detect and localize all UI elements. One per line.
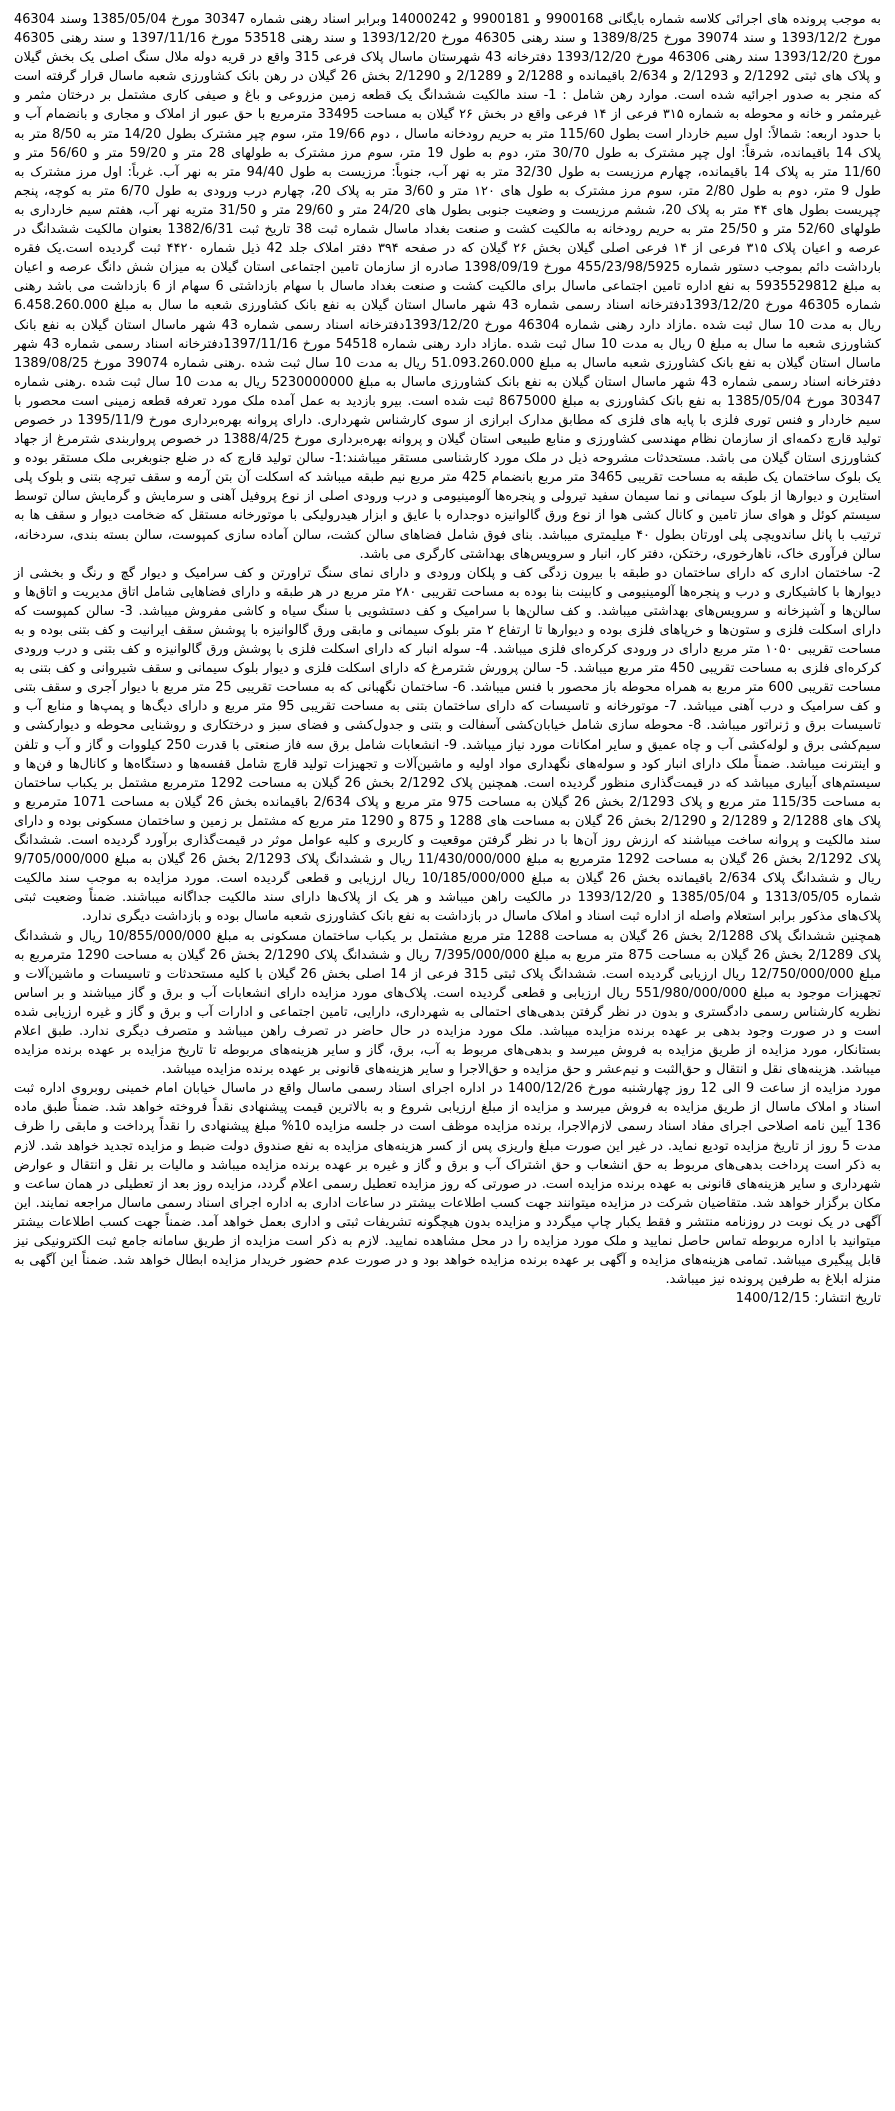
notice-body [14, 10, 881, 1289]
notice-paragraph: 2- ساختمان اداری که دارای ساختمان دو طبقه با بیرون زدگی کف و پلکان ورودی و دارای نمای سنگ تراورتن و کف سرامیک و دیوار گچ و رنگ و بخشی از دیوارها با کاشیکاری و درب و پنجره‌ها آلومینیومی و کابینت بنا بوده به مساحت تقریبی ۲۸۰ متر مربع در هر طبقه و دارای فضاهایی شامل اتاق مدیریت و اتاق‌ها و سالن‌ها و آشپزخانه و سرویس‌های بهداشتی میباشد. و کف سالن‌ها با سرامیک و کف دستشویی با سنگ سیاه و کاشی مفروش میباشد. 3- سالن کمپوست که دارای اسکلت فلزی و ستون‌ها و خرپاهای فلزی بوده و دیوارها تا ارتفاع ۲ متر بلوک سیمانی و مابقی ورق گالوانیزه با پوشش سقف ایرانیت و کف بتنی بوده و به مساحت تقریبی ۱۰۵۰ متر مربع دارای در ورودی کرکره‌ای فلزی میباشد. 4- سوله انبار که دارای اسکلت فلزی با پوشش ورق گالوانیزه و کف بتنی و درب ورودی کرکره‌ای فلزی به مساحت تقریبی 450 متر مربع میباشد. 5- سالن پرورش شترمرغ که دارای اسکلت فلزی و دیوار بلوک سیمانی و سقف شیروانی و کف بتنی به مساحت تقریبی 600 متر مربع به همراه محوطه باز محصور با فنس میباشد. 6- ساختمان نگهبانی که به مساحت تقریبی 25 متر مربع با دیوار آجری و سقف بتنی و کف سرامیک و درب آهنی میباشد. 7- موتورخانه و تاسیسات که دارای ساختمان بتنی به مساحت تقریبی 95 متر مربع و دارای دیگ‌ها و پمپ‌ها و منابع آب و تاسیسات برق و ژنراتور میباشد. 8- محوطه سازی شامل خیابان‌کشی آسفالت و بتنی و جدول‌کشی و فضای سبز و درختکاری و روشنایی محوطه و دیوارکشی و سیم‌کشی برق و لوله‌کشی آب و چاه عمیق و سایر امکانات مورد نیاز میباشد. 9- انشعابات شامل برق سه فاز صنعتی با قدرت 250 کیلووات و گاز و آب و تلفن و اینترنت میباشد. ضمناً ملک دارای انبار کود و سوله‌های نگهداری مواد اولیه و ماشین‌آلات و تجهیزات تولید قارچ شامل قفسه‌ها و دستگاه‌ها و کانال‌ها و فن‌ها و سیستم‌های آبیاری میباشد که در قیمت‌گذاری منظور گردیده است. همچنین پلاک 2/1292 بخش 26 گیلان به مساحت 1292 مترمربع مشتمل بر یکباب ساختمان به مساحت 115/35 متر مربع و پلاک 2/1293 بخش 26 گیلان به مساحت 975 متر مربع و پلاک 2/634 باقیمانده بخش 26 گیلان به مساحت 1071 مترمربع و پلاک های 2/1288 و 2/1289 و 2/1290 بخش 26 گیلان به مساحت های 1288 و 875 و 1290 متر مربع که مشتمل بر زمین و ساختمان مسکونی بوده و دارای سند مالکیت و پروانه ساخت میباشند که ارزش روز آن‌ها با در نظر گرفتن موقعیت و کاربری و کلیه عوامل موثر در قیمت‌گذاری برآورد گردیده است. ششدانگ پلاک 2/1292 بخش 26 گیلان به مساحت 1292 مترمربع به مبلغ 11/430/000/000 ریال و ششدانگ پلاک 2/1293 بخش 26 گیلان به مبلغ 9/705/000/000 ریال و ششدانگ پلاک 2/634 باقیمانده بخش 26 گیلان به مبلغ 10/185/000/000 ریال ارزیابی و قطعی گردیده است. مورد مزایده به موجب سند مالکیت شماره 1313/05/05 و 1385/05/04 و 1393/12/20 در مالکیت راهن میباشد و هر یک از پلاک‌ها دارای سند مالکیت جداگانه میباشند. ضمناً وضعیت ثبتی پلاک‌های مذکور برابر استعلام واصله از اداره ثبت اسناد و املاک ماسال در بازداشت به نفع بانک کشاورزی شعبه ماسال بوده و بازداشت دیگری ندارد. [14, 565, 882, 925]
publication-date: تاریخ انتشار: 1400/12/15 [735, 1291, 881, 1307]
notice-paragraph: همچنین ششدانگ پلاک 2/1288 بخش 26 گیلان به مساحت 1288 متر مربع مشتمل بر یکباب ساختمان مسکونی به مبلغ 10/855/000/000 ریال و ششدانگ پلاک 2/1289 بخش 26 گیلان به مساحت 875 متر مربع به مبلغ 7/395/000/000 ریال و ششدانگ پلاک 2/1290 بخش 26 گیلان به مساحت 1290 مترمربع به مبلغ 12/750/000/000 ریال ارزیابی گردیده است. ششدانگ پلاک ثبتی 315 فرعی از 14 اصلی بخش 26 گیلان با کلیه مستحدثات و تاسیسات و ماشین‌آلات و تجهیزات موجود به مبلغ 551/980/000/000 ریال ارزیابی و قطعی گردیده است. پلاک‌های مورد مزایده دارای انشعابات آب و برق و گاز میباشند و بر اساس نظریه کارشناس رسمی دادگستری و بدون در نظر گرفتن بدهی‌های احتمالی به شهرداری، دارایی، تامین اجتماعی و ادارات آب و برق و گاز و غیره ارزیابی شده است و در صورت وجود بدهی بر عهده برنده مزایده میباشد. ملک مورد مزایده در حال حاضر در تصرف راهن میباشد و متصرف دیگری ندارد. طبق اعلام بستانکار، مورد مزایده از طریق مزایده به فروش میرسد و بدهی‌های مربوط به آب، برق، گاز و سایر هزینه‌های مربوطه تا تاریخ مزایده بر عهده برنده مزایده میباشد. هزینه‌های نقل و انتقال و حق‌الثبت و نیم‌عشر و حق مزایده و حق‌الاجرا و سایر هزینه‌های قانونی بر عهده برنده مزایده میباشد. [14, 928, 881, 1078]
notice-paragraph: به موجب پرونده های اجرائی کلاسه شماره بایگانی 9900168 و 9900181 و 14000242 وبرابر اسناد رهنی شماره 30347 مورخ 1385/05/04 وسند 46304 مورخ 1393/12/2 و سند 39074 مورخ 1389/8/25 و سند رهنی 46305 مورخ 1393/12/20 و سند رهنی 53518 مورخ 1397/11/16 و سند رهنی 46305 مورخ 1393/12/20 سند رهنی 46306 مورخ 1393/12/20 دفترخانه 43 شهرستان ماسال پلاک فرعی 315 واقع در قریه دوله ملال سنگ اصلی یک بخش گیلان و پلاک های ثبتی 2/1292 و 2/1293 و 2/634 باقیمانده و 2/1288 و 2/1289 و 2/1290 بخش 26 گیلان در رهن بانک کشاورزی شعبه ماسال قرار گرفته است که منجر به صدور اجرائیه شده است. موارد رهن شامل : 1- سند مالکیت ششدانگ یک قطعه زمین مزروعی و باغ و صیفی کاری مشتمل بر درختان مثمر و غیرمثمر و خانه و محوطه به شماره ۳۱۵ فرعی از ۱۴ فرعی واقع در بخش ۲۶ گیلان به مساحت 33495 مترمربع با حق عبور از املاک و مجاری و بانضمام آب و با حدود اربعه: شمالاً: اول سیم خاردار است بطول 115/60 متر به حریم رودخانه ماسال ، دوم 19/66 متر، سوم چپر مشترک بطول 14/20 متر به 8/50 متر به پلاک 14 باقیمانده، شرقاً: اول چپر مشترک به طول 30/70 متر، دوم به طول 19 متر، سوم مرز مشترک به طولهای 28 متر و 59/20 متر و 56/60 متر و 11/60 متر به پلاک 14 باقیمانده، چهارم مرزیست به طول 32/30 متر به نهر آب، جنوباً: مرزیست به طول 94/40 متر به نهر آب. غرباً: اول مرز مشترک به طول 9 متر، دوم به طول 2/80 متر، سوم مرز مشترک به طول های ۱۲۰ متر و 3/60 متر به پلاک 20، چهارم درب ورودی به طول 6/70 متر به کوچه، پنجم چپریست بطول های ۴۴ متر به پلاک 20، ششم مرزیست و وضعیت جنوبی بطول های 24/20 متر و 29/60 متر و 31/50 متریه نهر آب، هفتم سیم خارداری به طولهای 52/60 متر و 25/50 متر به حریم رودخانه به مالکیت کشت و صنعت بغداد ماسال شماره ثبت 38 تاریخ ثبت 1382/6/31 بعنوان مالکیت ششدانگ در عرصه و اعیان پلاک ۳۱۵ فرعی از ۱۴ فرعی اصلی گیلان بخش ۲۶ گیلان که در صفحه ۳۹۴ دفتر املاک جلد 42 ذیل شماره ۴۴۲۰ ثبت گردیده است.یک فقره بارداشت دائم بموجب دستور شماره 455/23/98/5925 مورخ 1398/09/19 صادره از سازمان تامین اجتماعی استان گیلان به میزان شش دانگ عرصه و اعیان به مبلغ 5935529812 به نفع اداره تامین اجتماعی ماسال برای مالکیت کشت و صنعت بغداد ماسال با سهام بازداشتی 6 سهام از 6 بازداشت می باشد رهنی شماره 46305 مورخ 1393/12/20دفترخانه اسناد رسمی شماره 43 شهر ماسال استان گیلان به نفع بانک کشاورزی شعبه ما سال به مبلغ 6.458.260.000 ریال به مدت 10 سال ثبت شده .مازاد دارد رهنی شماره 46304 مورخ 1393/12/20دفترخانه اسناد رسمی شماره 43 شهر ماسال استان گیلان به نفع بانک کشاورزی شعبه ما سال به مبلغ 0 ریال به مدت 10 سال ثبت شده .مازاد دارد رهنی شماره 54518 مورخ 1397/11/16دفترخانه اسناد رسمی شماره 43 شهر ماسال استان گیلان به نفع بانک کشاورزی شعبه ماسال به مبلغ 51.093.260.000 ریال به مدت 10 سال ثبت شده .رهنی شماره 39074 مورخ 1389/08/25 دفترخانه اسناد رسمی شماره 43 شهر ماسال استان گیلان به نفع بانک کشاورزی ماسال به مبلغ 5230000000 ریال به مدت 10 سال ثبت شده .رهنی شماره 30347 مورخ 1385/05/04 به نفع بانک کشاورزی به مبلغ 8675000 ثبت شده است. بیرو بازدید به عمل آمده ملک مورد تعرفه قطعه زمینی است محصور با سیم خاردار و فنس توری فلزی با پایه های فلزی که مطابق مدارک ابرازی از سوی کارشناس شهرداری. دارای پروانه بهره‌برداری مورخ 1395/11/9 در خصوص تولید قارچ دکمه‌ای از سازمان نظام مهندسی کشاورزی و منابع طبیعی استان گیلان و پروانه بهره‌برداری مورخ 1388/4/25 در خصوص پرواربندی شترمرغ از جهاد کشاورزی استان گیلان می باشد. مستحدثات مشروحه ذیل در ملک مورد کارشناسی مستقر میباشند:1- سالن تولید قارچ که در ضلع جنوبغربی ملک مستقر بوده و یک بلوک ساختمان یک طبقه به مساحت تقریبی 3465 متر مربع بانضمام 425 متر مربع نیم طبقه میباشد که اسکلت آن بتن آرمه و سقف تیرچه بتنی و بلوک پلی استایرن و دیوارها از بلوک سیمانی و نما سیمان سفید تیرولی و پنجره‌ها آلومینیومی و درب ورودی اصلی از نوع پروفیل آهنی و سرمایش و گرمایش سالن توسط سیستم کوئل و هوای ساز تامین و کانال کشی هوا از نوع ورق گالوانیزه دوجداره با عایق و ابزار هیدرولیکی با موتورخانه مستقل که ضخامت دیوار و سقف ها به ترتیب با پانل ساندویچی پلی اورتان بطول ۴۰ میلیمتری میباشد. بنای فوق شامل فضاهای سالن کشت، سالن آماده سازی کمپوست، سالن بسته بندی، سردخانه، سالن فرآوری خاک، ناهارخوری، رختکن، دفتر کار، انبار و سرویس‌های بهداشتی کارگری می باشد. [14, 12, 882, 562]
notice-paragraph: مورد مزایده از ساعت 9 الی 12 روز چهارشنبه مورخ 1400/12/26 در اداره اجرای اسناد رسمی ماسال واقع در ماسال خیابان امام خمینی روبروی اداره ثبت اسناد و املاک ماسال از طریق مزایده به فروش میرسد و مزایده از مبلغ ارزیابی شروع و به بالاترین قیمت پیشنهادی نقداً فروخته خواهد شد. ضمناً طبق ماده 136 آیین نامه اصلاحی اجرای مفاد اسناد رسمی لازم‌الاجرا، برنده مزایده موظف است در جلسه مزایده 10% مبلغ پیشنهادی را نقداً پرداخت و مابقی را ظرف مدت 5 روز از تاریخ مزایده تودیع نماید. در غیر این صورت مبلغ واریزی پس از کسر هزینه‌های مزایده به نفع صندوق دولت ضبط و مزایده تجدید خواهد شد. لازم به ذکر است پرداخت بدهی‌های مربوط به حق انشعاب و حق اشتراک آب و برق و گاز و غیره بر عهده برنده مزایده میباشد و مالیات بر نقل و انتقال و عوارض شهرداری و سایر هزینه‌های قانونی به عهده برنده مزایده است. در صورتی که روز مزایده تعطیل رسمی اعلام گردد، مزایده روز بعد از تعطیلی در همان ساعت و مکان برگزار خواهد شد. متقاضیان شرکت در مزایده میتوانند جهت کسب اطلاعات بیشتر در ساعات اداری به اداره اجرای اسناد رسمی ماسال مراجعه نمایند. این آگهی در یک نوبت در روزنامه منتشر و فقط یکبار چاپ میگردد و مزایده بدون هیچگونه تشریفات ثبتی و اداری بعمل خواهد آمد. ضمناً جهت کسب اطلاعات بیشتر میتوانید با اداره مربوطه تماس حاصل نمایید و ملک مورد مزایده را در محل مشاهده نمایید. لازم به ذکر است مزایده از طریق سامانه جامع ثبت الکترونیکی نیز قابل پیگیری میباشد. تمامی هزینه‌های مزایده و آگهی بر عهده برنده مزایده خواهد بود و در صورت عدم حضور خریدار مزایده ابطال خواهد شد. ضمناً این آگهی به منزله ابلاغ به طرفین پرونده نیز میباشد. [14, 1081, 882, 1288]
